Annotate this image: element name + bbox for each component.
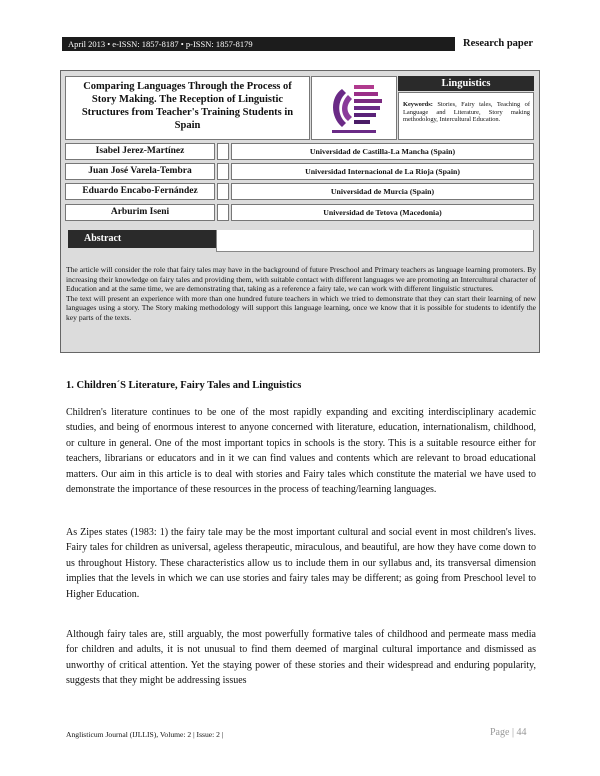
author-row (65, 163, 535, 180)
issn-text: April 2013 • e-ISSN: 1857-8187 • p-ISSN: 1857-8179 (68, 39, 253, 49)
abstract-paragraph: The article will consider the role that fairy tales may have in the background of future Preschool and Primary teachers as language learning promoters. By increasing their knowledge on fairy tales and providing them, with suitable contact with different languages we are promoting an Intercultural character of Education and at the same time, we are demonstrating that, taking as a reference a fairy tale, we can work with different linguistic structures. (66, 265, 536, 294)
keywords-box (398, 92, 534, 140)
author-name: Eduardo Encabo-Fernández (65, 183, 215, 200)
author-name: Isabel Jerez-Martínez (65, 143, 215, 160)
abstract-paragraph: The text will present an experience with more than one hundred future teachers in which we tried to demonstrate that they can start their learning of new languages using a story. The Story making methodology will support this language learning, once we know that it is possible for students to identify the key parts of the texts. (66, 293, 536, 322)
body-paragraph: Children's literature continues to be one of the most rapidly expanding and exciting interdisciplinary academic studies, and being of enormous interest to anyone concerned with literature, education, internationalism, childhood, or culture in general. One of the most important topics in schools is the story. This is a suitable resource either for teachers, librarians or educators and in it we can find values and contents which are relevant to broad educational matters. Our aim in this article is to deal with stories and Fairy tales which constitute the material we have used to demonstrate the importance of these resources in the process of teaching/learning languages. (66, 407, 536, 496)
author-affiliation: Universidad de Murcia (Spain) (231, 183, 534, 200)
journal-logo (311, 76, 397, 140)
author-name: Juan José Varela-Tembra (65, 163, 215, 180)
abstract-tab-spacer (216, 230, 534, 252)
keywords-label: Keywords: (403, 101, 433, 108)
author-name: Arburim Iseni (65, 204, 215, 221)
body-paragraph: Although fairy tales are, still arguably, the most powerfully formative tales of childhood and permeate mass media for children and adults, it is not unusual to find them deemed of marginal cultural importance and dismissed as unworthy of critical attention. Yet the staying power of these stories and their widespread and enduring popularity, suggests that they might be addressing issues (66, 629, 536, 687)
author-row (65, 183, 535, 200)
abstract-label: Abstract (68, 230, 216, 248)
author-row (65, 204, 535, 221)
author-affiliation: Universidad Internacional de La Rioja (Spain) (231, 163, 534, 180)
paper-type-label: Research paper (455, 36, 543, 51)
abstract-text (66, 265, 536, 323)
article-title: Comparing Languages Through the Process of Story Making. The Reception of Linguistic Structures from Teacher's Training Students in Spain (65, 76, 310, 140)
body-paragraph: As Zipes states (1983: 1) the fairy tale may be the most important cultural and social event in most children's lives. Fairy tales for children as universal, ageless therapeutic, miraculous, and beautiful, are how they have come down to us throughout History. These characteristics allow us to include them in our syllabus and, its transversal dimension implies that the levels in which we can use stories and fairy tales may be different; as going from Preschool level to Higher Education. (66, 527, 536, 600)
journal-logo-icon (312, 77, 396, 139)
category-header: Linguistics (398, 76, 534, 91)
author-affiliation: Universidad de Castilla-La Mancha (Spain) (231, 143, 534, 160)
keywords-text: Stories, Fairy tales, Teaching of Language and Literature, Story making methodology, Intercultural Education. (403, 101, 530, 124)
author-row (65, 143, 535, 160)
section-heading: 1. Children´S Literature, Fairy Tales and Linguistics (66, 380, 302, 391)
page-number: Page | 44 (490, 727, 527, 738)
author-affiliation: Universidad de Tetova (Macedonia) (231, 204, 534, 221)
journal-footer: Anglisticum Journal (IJLLIS), Volume: 2 | Issue: 2 | (66, 730, 224, 739)
